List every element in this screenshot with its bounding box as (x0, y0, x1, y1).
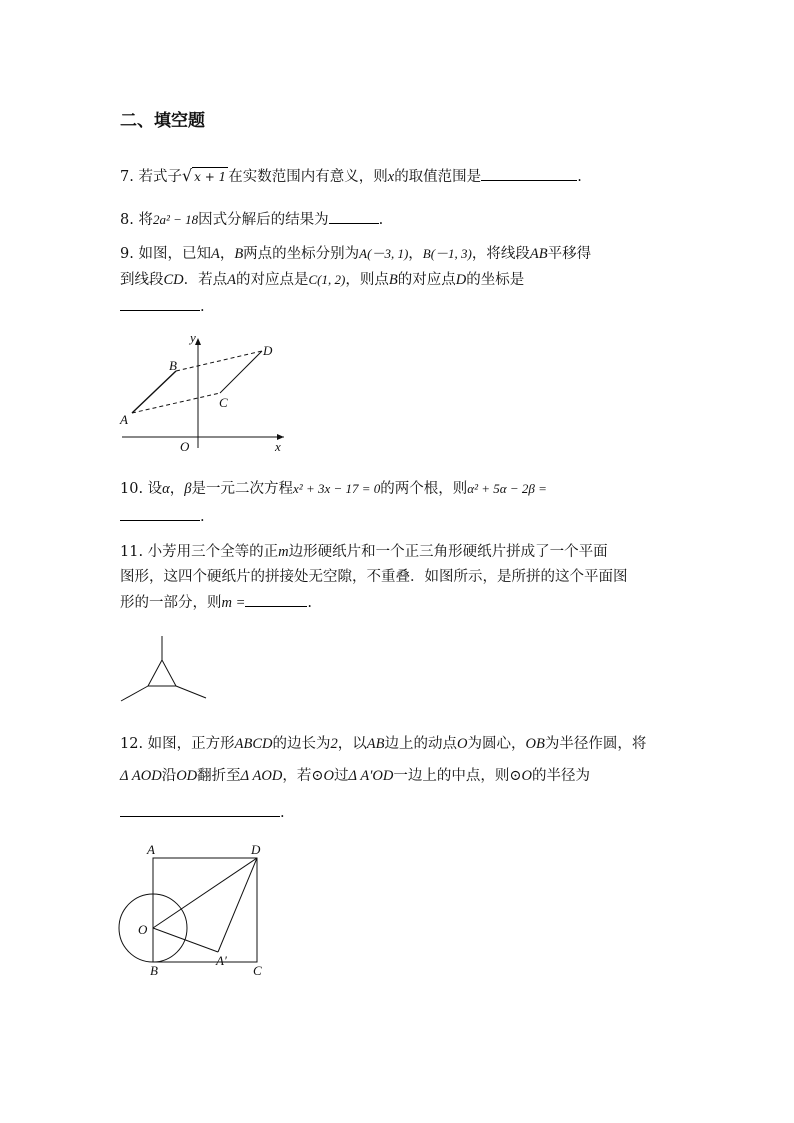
question-number: 10. (120, 481, 144, 497)
label-O: O (138, 922, 148, 937)
answer-blank[interactable] (481, 166, 577, 181)
figure-q12-square (110, 838, 280, 983)
label-C: C (219, 395, 228, 410)
y-axis-arrow (195, 338, 201, 345)
section-title: 二、填空题 (120, 111, 205, 131)
question-10-line-2: . (120, 506, 205, 526)
label-B: B (150, 963, 158, 978)
question-number: 12. (120, 736, 144, 752)
dashed-AC (132, 393, 220, 413)
label-A: A (147, 842, 155, 857)
answer-blank[interactable] (120, 506, 200, 521)
question-text: 在实数范围内有意义，则 (228, 169, 388, 185)
question-9-line-3: . (120, 296, 205, 316)
label-C: C (253, 963, 262, 978)
dashed-BD (176, 351, 262, 371)
answer-blank[interactable] (245, 592, 307, 607)
segment-OA1 (153, 928, 218, 952)
math-coordinate: C(1, 2) (308, 272, 346, 287)
question-7: 7. 若式子√ x + 1 在实数范围内有意义，则x的取值范围是 . (120, 166, 582, 185)
question-text: 若式子 (138, 169, 182, 185)
edge-left (121, 686, 148, 701)
answer-blank[interactable] (120, 802, 280, 817)
question-number: 9. (120, 246, 134, 262)
segment-OD (153, 858, 257, 928)
math-expression: 2a² − 18 (152, 212, 199, 227)
question-9-line-1: 9. 如图，已知A，B两点的坐标分别为A(－3, 1)，B(－1, 3)，将线段AB平移得 (120, 246, 592, 262)
math-coordinate: B(－1, 3) (422, 246, 472, 261)
segment-AB (132, 371, 176, 413)
question-12-line-1: 12. 如图，正方形ABCD的边长为2，以AB边上的动点O为圆心，OB为半径作圆，将 (120, 736, 647, 752)
label-A-prime: A′ (216, 953, 227, 968)
question-number: 7. (120, 169, 134, 185)
question-10-line-1: 10. 设α，β是一元二次方程x² + 3x − 17 = 0的两个根，则α² + 5α − 2β = (120, 481, 547, 497)
label-D: D (263, 343, 273, 358)
math-expression: α² + 5α − 2β = (467, 481, 547, 496)
edge-right (176, 686, 206, 698)
question-8: 8. 将2a² − 18因式分解后的结果为 . (120, 209, 383, 229)
question-text: 因式分解后的结果为 (198, 212, 329, 228)
figure-q9-coordinate-plane (110, 330, 300, 460)
question-11-line-2: 图形，这四个硬纸片的拼接处无空隙，不重叠．如图所示，是所拼的这个平面图 (120, 569, 628, 585)
question-12-line-2: Δ AOD沿OD翻折至Δ AOD，若⊙O过Δ A′OD一边上的中点，则⊙O的半径为 (120, 768, 590, 784)
label-B: B (169, 358, 177, 373)
answer-blank[interactable] (120, 296, 200, 311)
math-equation: x² + 3x − 17 = 0 (293, 481, 381, 496)
question-number: 11. (120, 544, 144, 560)
answer-blank[interactable] (329, 209, 379, 224)
question-11-line-3: 形的一部分，则m = . (120, 592, 312, 612)
question-12-line-3: . (120, 802, 285, 822)
label-A: A (120, 412, 128, 427)
question-text: 的取值范围是 (394, 169, 482, 185)
square-ABCD (153, 858, 257, 962)
math-var: x (387, 169, 395, 185)
label-y: y (190, 330, 196, 345)
radicand: x + 1 (192, 167, 228, 186)
math-coordinate: A(－3, 1) (359, 246, 409, 261)
question-number: 8. (120, 212, 134, 228)
equilateral-triangle (148, 660, 176, 686)
segment-A1D (218, 858, 257, 952)
question-11-line-1: 11. 小芳用三个全等的正m边形硬纸片和一个正三角形硬纸片拼成了一个平面 (120, 544, 608, 560)
question-9-line-2: 到线段CD．若点A的对应点是C(1, 2)，则点B的对应点D的坐标是 (120, 272, 525, 288)
question-text: 将 (138, 212, 153, 228)
segment-CD (220, 351, 262, 393)
label-x: x (275, 439, 281, 454)
figure-q11-tiling (115, 630, 215, 710)
label-D: D (251, 842, 261, 857)
label-O: O (180, 439, 190, 454)
